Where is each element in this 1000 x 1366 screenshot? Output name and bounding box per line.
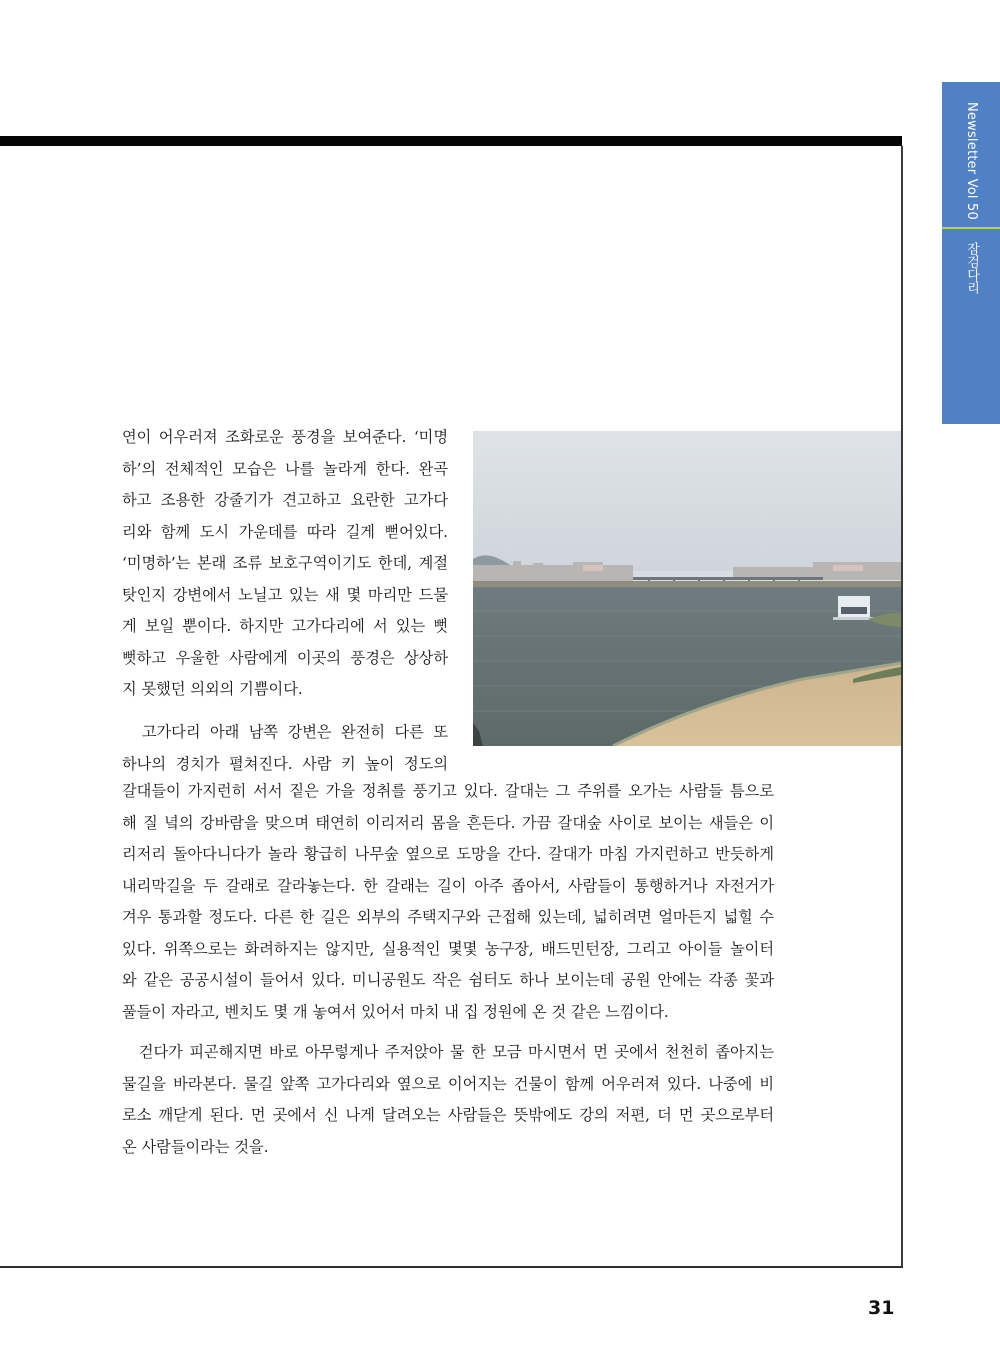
text-line: 리저리 돌아다니다가 놀라 황급히 나무숲 옆으로 도망을 간다. 갈대가 마침 가지런하고 반듯하게 bbox=[122, 845, 774, 863]
text-line: 풀들이 자라고, 벤치도 몇 개 놓여서 있어서 마치 내 집 정원에 온 것 같은 느낌이다. bbox=[122, 1002, 669, 1021]
text-line: 갈대들이 가지런히 서서 짙은 가을 정취를 풍기고 있다. 갈대는 그 주위를 오가는 사람들 틈으로 bbox=[122, 782, 774, 800]
text-line: 내리막길을 두 갈래로 갈라놓는다. 한 갈래는 길이 아주 좁아서, 사람들이 통행하거나 자전거가 bbox=[122, 876, 774, 895]
header-rule bbox=[0, 136, 902, 146]
article-paragraph-3 bbox=[122, 1037, 774, 1163]
text-line: 연이 어우러져 조화로운 풍경을 보여준다. ‘미명 bbox=[122, 428, 448, 446]
text-line: 리와 함께 도시 가운데를 따라 길게 뻗어있다. bbox=[122, 522, 448, 541]
text-line: 로소 깨닫게 된다. 먼 곳에서 신 나게 달려오는 사람들은 뜻밖에도 강의 저편, 더 먼 곳으로부터 bbox=[122, 1106, 774, 1124]
text-line: 와 같은 공공시설이 들어서 있다. 미니공원도 작은 쉼터도 하나 보이는데 공원 안에는 각종 꽃과 bbox=[122, 971, 774, 989]
text-line: 물길을 바라본다. 물길 앞쪽 고가다리와 옆으로 이어지는 건물이 함께 어우러져 있다. 나중에 비 bbox=[122, 1074, 774, 1093]
text-line: 고가다리 아래 남쪽 강변은 완전히 다른 또 bbox=[122, 723, 448, 741]
footer-rule bbox=[0, 1266, 903, 1268]
text-line: ‘미명하’는 본래 조류 보호구역이기도 한데, 계절 bbox=[122, 554, 448, 572]
frame-right-rule bbox=[901, 146, 903, 1268]
text-line: 겨우 통과할 정도다. 다른 한 길은 외부의 주택지구와 근접해 있는데, 넓히려면 얼마든지 넓힐 수 bbox=[122, 908, 774, 926]
newsletter-volume-label: Newsletter Vol 50 bbox=[964, 102, 979, 220]
text-line: 지 못했던 의외의 기쁨이다. bbox=[122, 680, 303, 698]
river-photo bbox=[473, 431, 901, 746]
text-line: 게 보일 뿐이다. 하지만 고가다리에 서 있는 뻣 bbox=[122, 617, 448, 635]
text-line: 뻣하고 우울한 사람에게 이곳의 풍경은 상상하 bbox=[122, 648, 448, 667]
text-line: 탓인지 강변에서 노닐고 있는 새 몇 마리만 드물 bbox=[122, 585, 448, 604]
article-paragraph-1 bbox=[122, 422, 448, 706]
text-line: 해 질 녘의 강바람을 맞으며 태연히 이리저리 몸을 흔든다. 가끔 갈대숲 사이로 보이는 새들은 이 bbox=[122, 813, 774, 832]
article-paragraph-2 bbox=[122, 776, 774, 1028]
text-line: 온 사람들이라는 것을. bbox=[122, 1137, 269, 1156]
section-side-tab bbox=[942, 82, 1000, 424]
side-tab-divider bbox=[942, 227, 1000, 229]
page-number: 31 bbox=[868, 1297, 895, 1319]
photo-image-icon bbox=[473, 431, 901, 746]
text-line: 걷다가 피곤해지면 바로 아무렇게나 주저앉아 물 한 모금 마시면서 먼 곳에서 천천히 좁아지는 bbox=[122, 1043, 774, 1061]
text-line: 하고 조용한 강줄기가 견고하고 요란한 고가다 bbox=[122, 491, 448, 509]
text-line: 하’의 전체적인 모습은 나를 놀라게 한다. 완곡 bbox=[122, 459, 448, 478]
article-paragraph-2-intro bbox=[122, 717, 448, 780]
text-line: 하나의 경치가 펼쳐진다. 사람 키 높이 정도의 bbox=[122, 754, 448, 773]
text-line: 있다. 위쪽으로는 화려하지는 않지만, 실용적인 몇몇 농구장, 배드민턴장, 그리고 아이들 놀이터 bbox=[122, 939, 774, 958]
section-title-label: 잠검다리 bbox=[964, 242, 979, 294]
